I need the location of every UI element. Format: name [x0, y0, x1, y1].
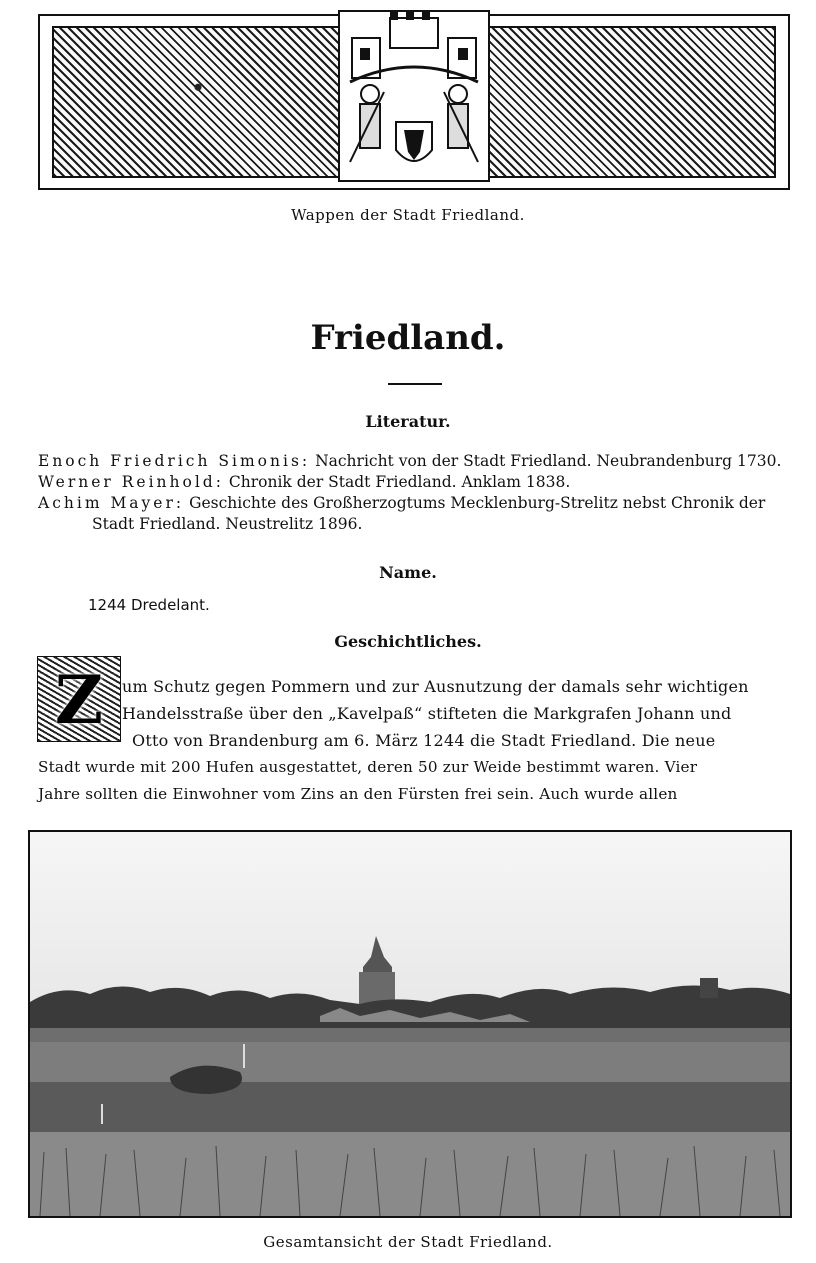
literature-author: Achim Mayer:	[38, 494, 185, 512]
literature-text: Chronik der Stadt Friedland. Anklam 1838.	[228, 473, 571, 491]
literature-entry	[38, 471, 570, 493]
literatur-heading: Literatur.	[365, 412, 451, 431]
literature-text: Nachricht von der Stadt Friedland. Neubrandenburg 1730.	[315, 452, 782, 470]
history-line: Otto von Brandenburg am 6. März 1244 die Stadt Friedland. Die neue	[132, 731, 716, 750]
initial-letter-glyph: Z	[54, 661, 104, 739]
photo-caption: Gesamtansicht der Stadt Friedland.	[263, 1233, 553, 1251]
title-divider	[388, 383, 442, 385]
name-text: 1244 Dredelant.	[88, 596, 210, 614]
coat-of-arms-emblem	[338, 10, 490, 182]
literature-author: Werner Reinhold:	[38, 473, 224, 491]
page-title: Friedland.	[310, 318, 506, 358]
history-line: um Schutz gegen Pommern und zur Ausnutzung der damals sehr wichtigen	[122, 677, 749, 696]
banner-caption: Wappen der Stadt Friedland.	[291, 206, 525, 224]
geschichtliches-heading: Geschichtliches.	[334, 632, 482, 651]
literature-text: Geschichte des Großherzogtums Mecklenburg-Strelitz nebst Chronik der	[189, 494, 766, 512]
coat-of-arms-banner	[38, 14, 790, 190]
initial-letter	[37, 656, 121, 742]
literature-entry	[38, 492, 765, 514]
history-line: Handelsstraße über den „Kavelpaß“ stifteten die Markgrafen Johann und	[122, 704, 732, 723]
name-heading: Name.	[379, 563, 437, 582]
history-line: Jahre sollten die Einwohner vom Zins an den Fürsten frei sein. Auch wurde allen	[38, 785, 678, 803]
literature-entry-continued: Stadt Friedland. Neustrelitz 1896.	[92, 515, 363, 533]
literature-author: Enoch Friedrich Simonis:	[38, 452, 311, 470]
history-line: Stadt wurde mit 200 Hufen ausgestattet, deren 50 zur Weide bestimmt waren. Vier	[38, 758, 698, 776]
town-panorama-photo	[28, 830, 792, 1218]
literature-entry	[38, 450, 781, 472]
